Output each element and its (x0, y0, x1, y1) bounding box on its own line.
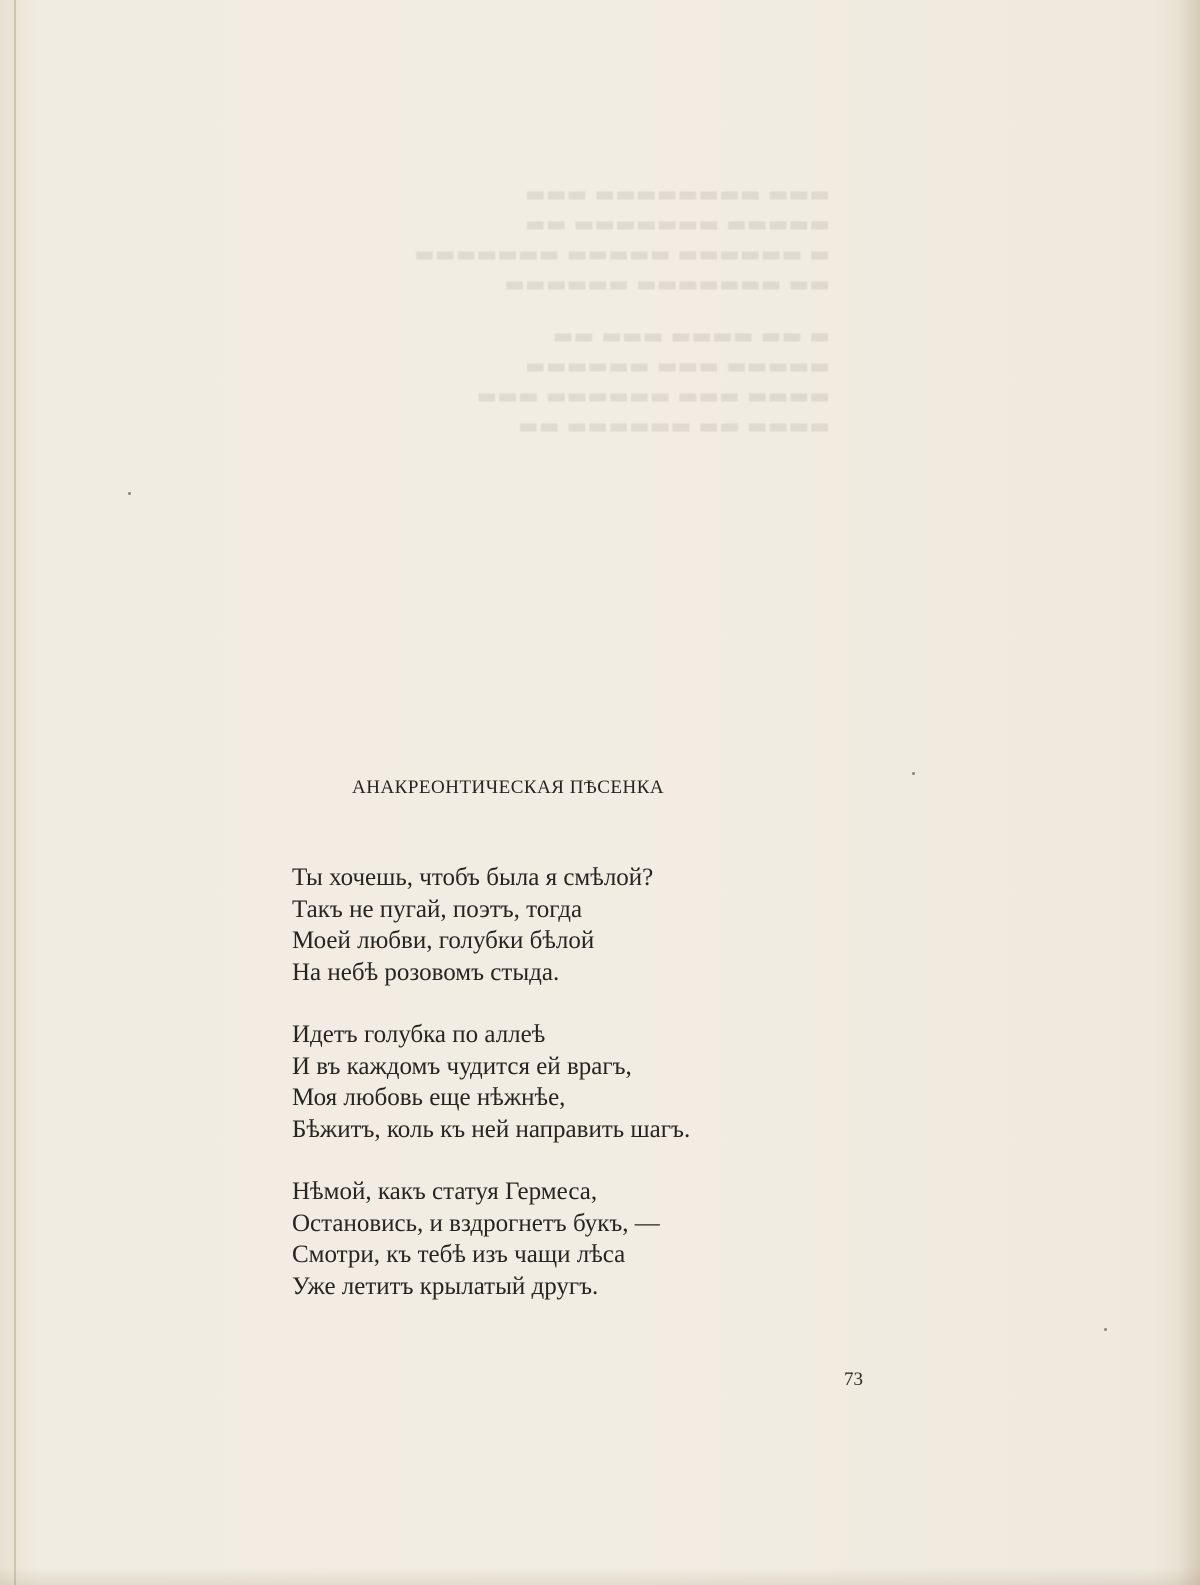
poem-line: Бѣжитъ, коль къ ней направить шагъ. (292, 1115, 691, 1143)
poem-line: Нѣмой, какъ статуя Гермеса, (292, 1178, 598, 1205)
paper-speck (1104, 1328, 1107, 1331)
stanza (292, 862, 812, 988)
show-through-from-reverse: ▬▬▬ ▬▬▬▬▬▬▬▬ ▬▬▬ ▬▬▬▬▬ ▬▬▬▬▬▬▬ ▬▬ ▬ ▬▬▬▬▬▬ ▬▬▬▬▬ ▬▬▬▬▬▬▬ ▬▬ ▬▬▬▬▬▬▬ ▬▬▬▬▬▬ ▬ ▬▬ ▬▬▬▬ ▬▬▬ ▬▬ ▬▬▬▬▬ ▬▬▬ ▬▬▬▬▬▬ ▬▬▬▬ ▬▬▬ ▬▬▬▬▬▬ ▬▬▬ ▬▬▬▬ ▬▬ ▬▬▬▬▬▬ ▬▬ (414, 182, 830, 439)
stanza (292, 1019, 812, 1145)
paper-speck (912, 772, 915, 775)
poem-line: Ты хочешь, чтобъ была я смѣлой? (292, 864, 654, 891)
page-bottom-edge (0, 1567, 1200, 1585)
page-number: 73 (844, 1369, 863, 1390)
poem-body (292, 862, 812, 1333)
poem-line: Моей любви, голубки бѣлой (292, 927, 595, 954)
poem-line: Моя любовь еще нѣжнѣе, (292, 1084, 566, 1111)
poem-line: Идетъ голубка по аллеѣ (292, 1021, 546, 1048)
poem-line: Остановись, и вздрогнетъ букъ, — (292, 1209, 660, 1237)
poem-line: Смотри, къ тебѣ изъ чащи лѣса (292, 1241, 626, 1268)
poem-line: Уже летитъ крылатый другъ. (292, 1272, 599, 1300)
paper-speck (128, 492, 131, 495)
poem-line: Такъ не пугай, поэтъ, тогда (292, 895, 583, 923)
poem-title: АНАКРЕОНТИЧЕСКАЯ ПѢСЕНКА (352, 777, 665, 798)
book-spine-edge (14, 0, 16, 1585)
poem-line: На небѣ розовомъ стыда. (292, 958, 560, 986)
stanza (292, 1176, 812, 1302)
page-right-edge (1178, 0, 1200, 1585)
poem-line: И въ каждомъ чудится ей врагъ, (292, 1052, 632, 1080)
